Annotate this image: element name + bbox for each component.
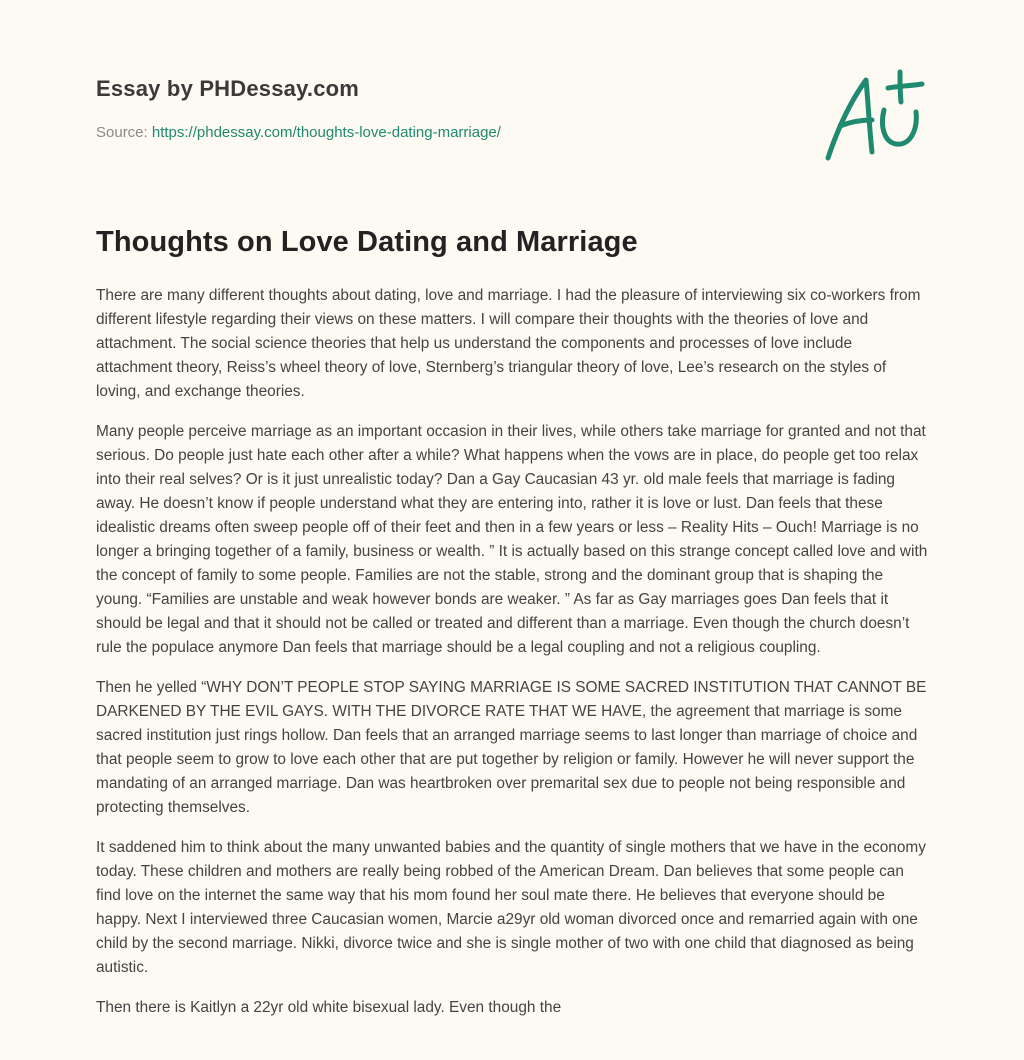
essay-paragraph: It saddened him to think about the many unwanted babies and the quantity of single mothers that we have in the economy today. These children and mothers are really being robbed of the American Dream. Dan believes that some people can find love on the internet the same way that his mom found her soul mate there. He believes that everyone should be happy. Next I interviewed three Caucasian women, Marcie a29yr old woman divorced once and remarried again with one child by the second marriage. Nikki, divorce twice and she is single mother of two with one child that diagnosed as being autistic. [96, 839, 926, 976]
essay-paragraph: There are many different thoughts about dating, love and marriage. I had the pleasure of interviewing six co-workers from different lifestyle regarding their views on these matters. I will compare their thoughts with the theories of love and attachment. The social science theories that help us understand the components and processes of love include attachment theory, Reiss’s wheel theory of love, Sternberg’s triangular theory of love, Lee’s research on the styles of loving, and exchange theories. [96, 287, 921, 400]
essay-paragraph: Many people perceive marriage as an important occasion in their lives, while others take marriage for granted and not that serious. Do people just hate each other after a while? What happens when the vows are in place, do people get too relax into their real selves? Or is it just unrealistic today? Dan a Gay Caucasian 43 yr. old male feels that marriage is fading away. He doesn’t know if people understand what they are entering into, rather it is love or lust. Dan feels that these idealistic dreams often sweep people off of their feet and then in a few years or less – Reality Hits – Ouch! Marriage is no longer a bringing together of a family, business or wealth. ” It is actually based on this strange concept called love and with the concept of family to some people. Families are not the stable, strong and the dominant group that is shaping the young. “Families are unstable and weak however bonds are weaker. ” As far as Gay marriages goes Dan feels that it should be legal and that it should not be called or treated and different than a marriage. Even though the church doesn’t rule the populace anymore Dan feels that marriage should be a legal coupling and not a religious coupling. [96, 423, 928, 656]
essay-body [96, 284, 928, 1036]
a-plus-logo-icon [824, 68, 928, 164]
site-brand: Essay by PHDessay.com [96, 76, 360, 101]
essay-paragraph: Then he yelled “WHY DON’T PEOPLE STOP SAYING MARRIAGE IS SOME SACRED INSTITUTION THAT CANNOT BE DARKENED BY THE EVIL GAYS. WITH THE DIVORCE RATE THAT WE HAVE, the agreement that marriage is some sacred institution just rings hollow. Dan feels that an arranged marriage seems to last longer than marriage of choice and that people seem to grow to love each other that are put together by religion or family. However he will never support the mandating of an arranged marriage. Dan was heartbroken over premarital sex due to people not being responsible and protecting themselves. [96, 679, 927, 816]
source-line [96, 124, 501, 141]
essay-paragraph: Then there is Kaitlyn a 22yr old white bisexual lady. Even though the [96, 999, 562, 1016]
source-link[interactable]: https://phdessay.com/thoughts-love-dating-marriage/ [151, 124, 501, 141]
source-label: Source: [96, 124, 152, 141]
essay-title: Thoughts on Love Dating and Marriage [96, 226, 638, 258]
